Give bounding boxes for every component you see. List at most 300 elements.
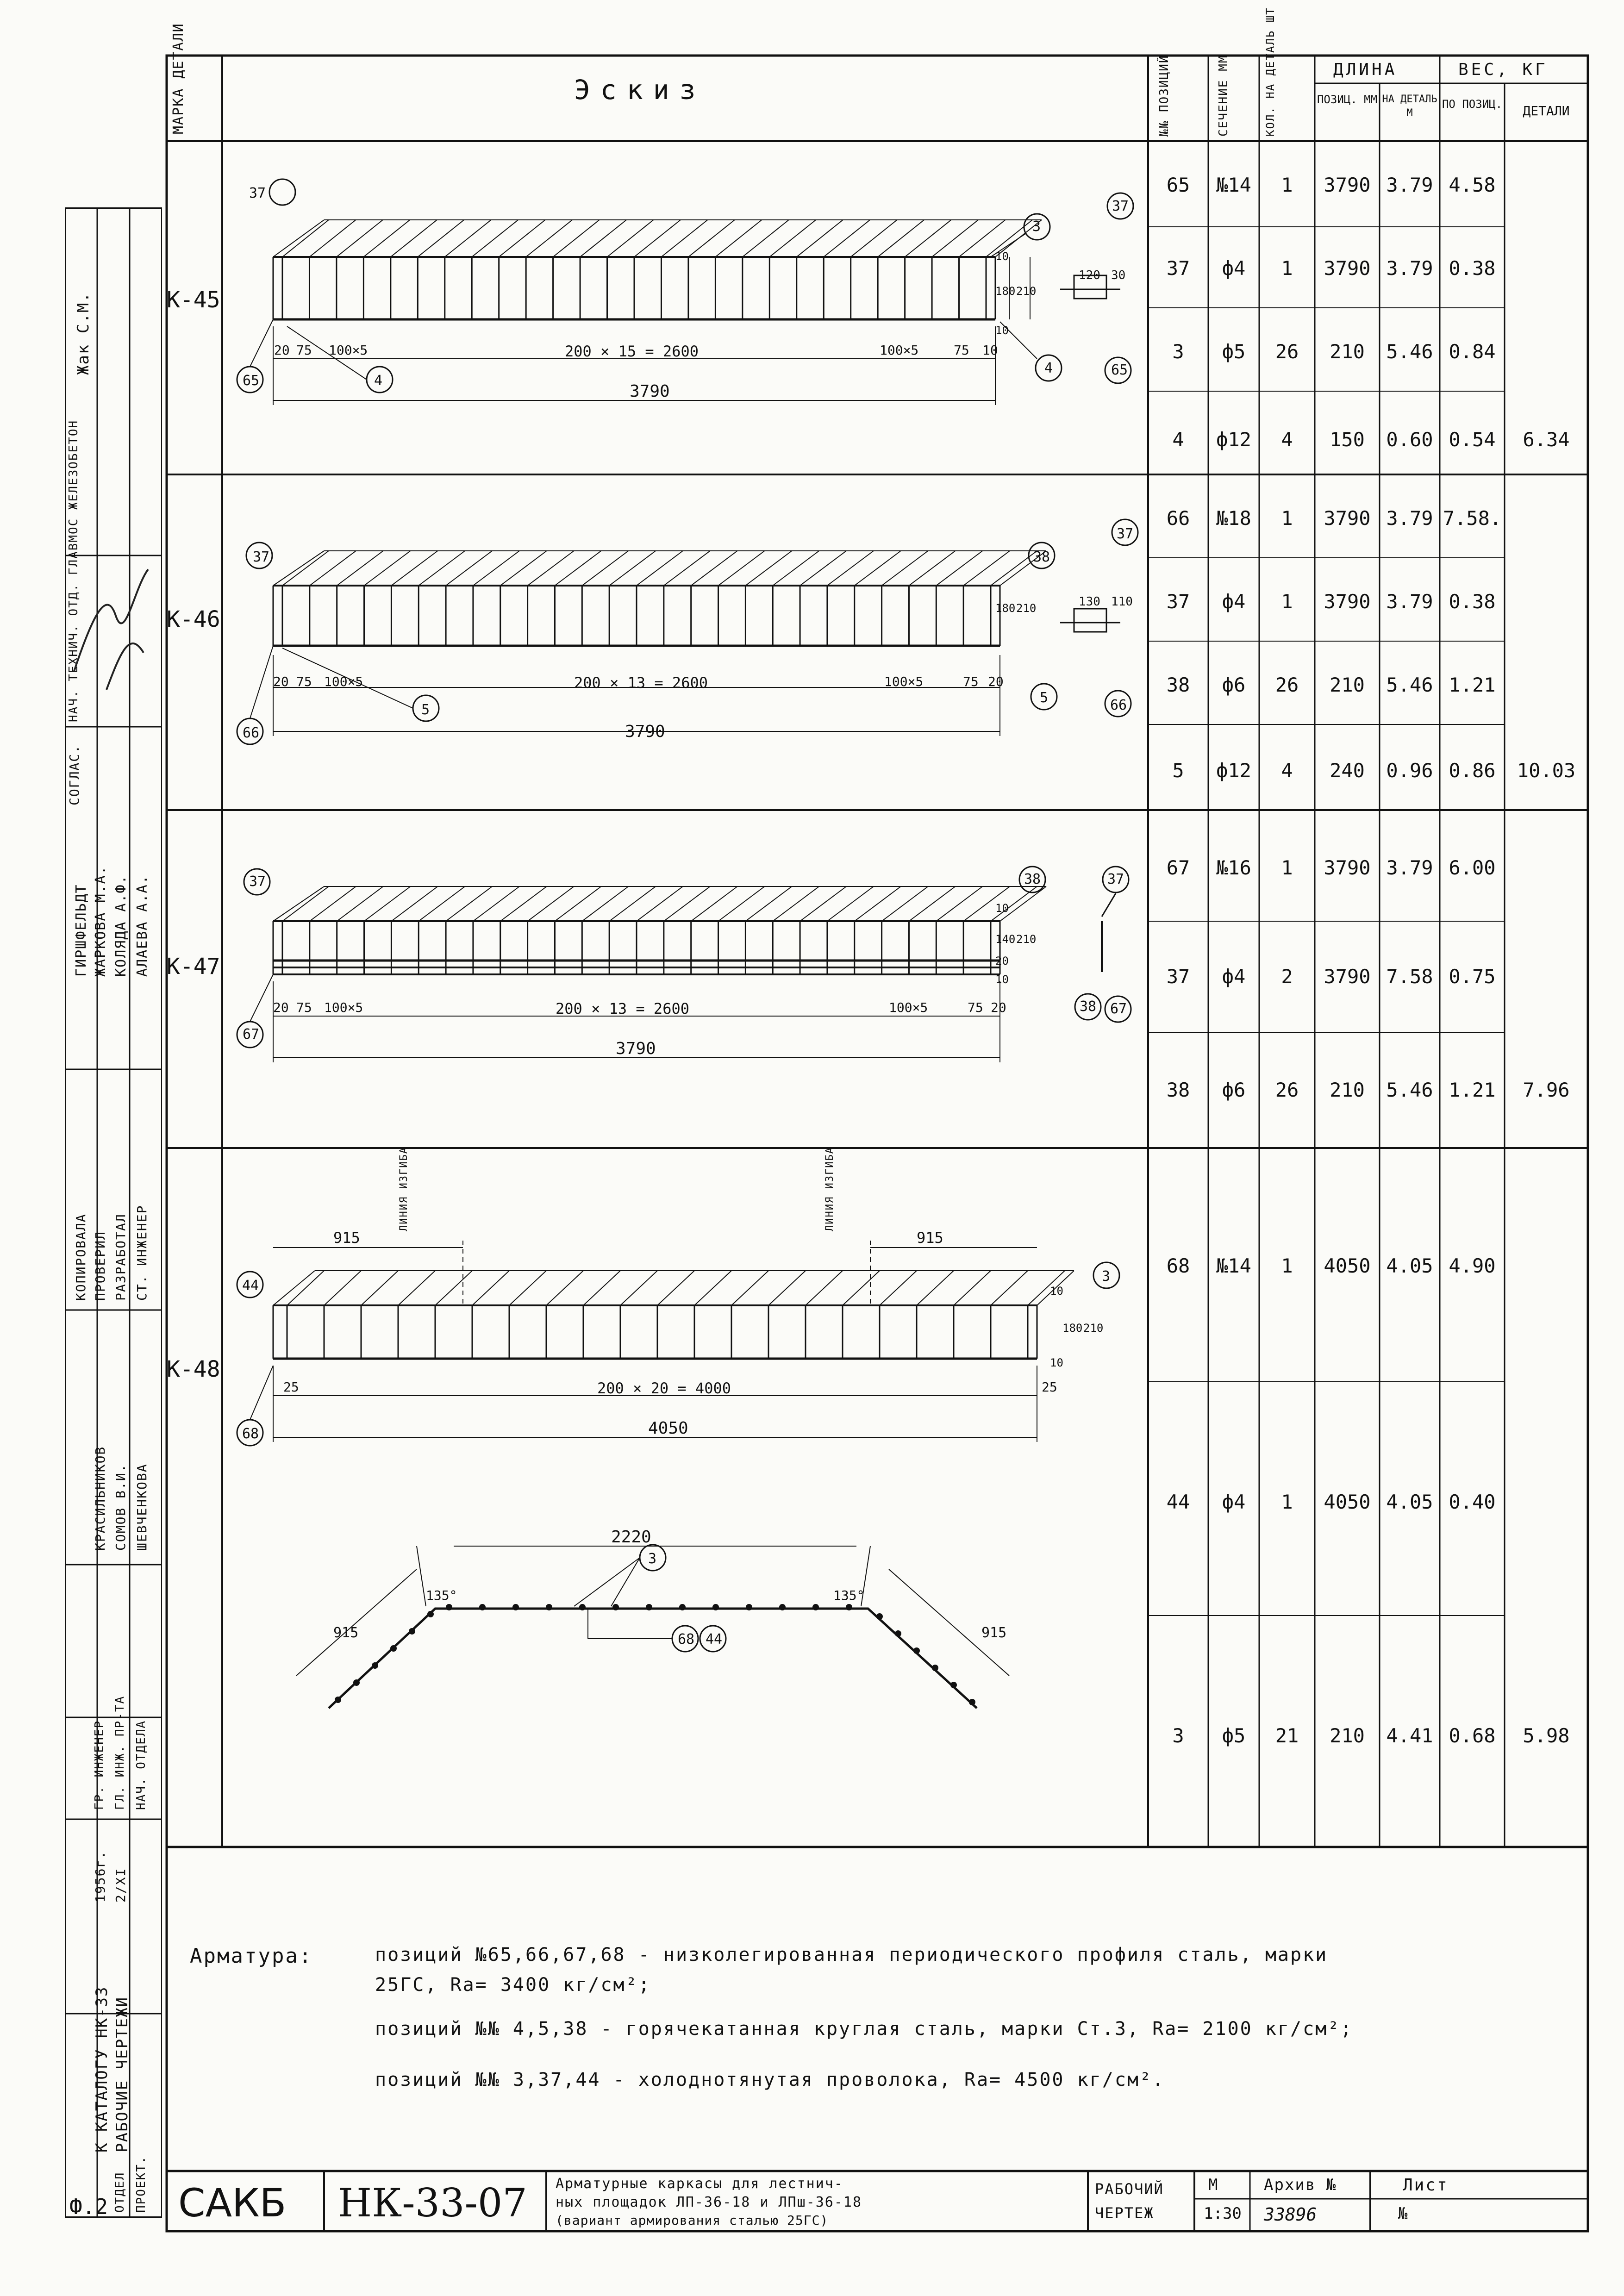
- stirrup-leg: [991, 551, 1037, 586]
- stamp-dept-label: ПРОЕКТ.: [134, 2155, 148, 2213]
- k45-callout-3: 3: [1032, 218, 1041, 235]
- k45-dim-d3: 100×5: [329, 343, 368, 358]
- stirrup-dot: [612, 1604, 619, 1610]
- k48-angle-right: 135°: [833, 1588, 865, 1603]
- k48-qty-1: 1: [1281, 1254, 1293, 1277]
- stamp-pos-group: ГР. ИНЖЕНЕР: [93, 1720, 106, 1810]
- k47-callout-67b: 67: [1110, 1001, 1127, 1017]
- k46-ld-4: 0.96: [1386, 759, 1433, 782]
- k47-dim-h4: 210: [1016, 933, 1037, 946]
- k45-pos-1: 65: [1166, 174, 1190, 196]
- k47-pos-3: 38: [1166, 1079, 1190, 1101]
- k48-dim-d1: 25: [283, 1379, 299, 1395]
- stirrup-dot: [390, 1645, 397, 1652]
- stirrup-leg: [745, 886, 792, 921]
- k46-pos-3: 38: [1166, 674, 1190, 696]
- stirrup-leg: [364, 886, 411, 921]
- stirrup-dot: [679, 1604, 686, 1610]
- k48-dim-bend-r: 915: [917, 1229, 943, 1247]
- k45-callout-4a: 4: [374, 373, 383, 389]
- stirrup-leg: [445, 220, 491, 257]
- sketch-k47: [222, 810, 1148, 1148]
- k47-callout-37b: 37: [1107, 871, 1124, 887]
- k48-lp-1: 4050: [1324, 1254, 1371, 1277]
- k48-dim-s2: 915: [981, 1625, 1007, 1641]
- k45-dim-d4: 100×5: [880, 343, 919, 358]
- stamp-catalog-1: РАБОЧИЕ ЧЕРТЕЖИ: [113, 1996, 131, 2152]
- k47-qty-3: 26: [1275, 1079, 1299, 1101]
- k48-wp-1: 4.90: [1449, 1254, 1496, 1277]
- stamp-pos-head: НАЧ. ОТДЕЛА: [134, 1720, 148, 1810]
- k47-callout-37a: 37: [249, 873, 266, 890]
- k46-sec-1: №18: [1216, 507, 1251, 530]
- k45-pos-4: 4: [1172, 428, 1184, 451]
- stirrup-leg: [718, 886, 765, 921]
- k47-sec-1: №16: [1216, 856, 1251, 879]
- header-length-det: НА ДЕТАЛЬ М: [1382, 94, 1437, 119]
- stamp-name-alaeva: АЛАЕВА А.А.: [134, 874, 150, 977]
- stirrup-leg: [609, 551, 656, 586]
- k45-sec-2: ф4: [1222, 257, 1246, 280]
- k46-callout-66b: 66: [1110, 697, 1127, 713]
- k48-sec-1: №14: [1216, 1254, 1251, 1277]
- stirrup-leg: [637, 886, 683, 921]
- k46-dim-s1: 130: [1079, 595, 1100, 609]
- stirrup-leg: [391, 220, 437, 257]
- k46-total: 10.03: [1517, 759, 1576, 782]
- k48-total: 5.98: [1523, 1724, 1570, 1747]
- header-weight-det: ДЕТАЛИ: [1523, 103, 1570, 119]
- stirrup-leg: [909, 551, 955, 586]
- k48-sec-3: ф5: [1222, 1724, 1246, 1747]
- stirrup-dot: [446, 1604, 452, 1610]
- notes-line-3: позиций №№ 3,37,44 - холоднотянутая проволока, Ra= 4500 кг/см².: [375, 2069, 1165, 2090]
- k48-pos-3: 3: [1172, 1724, 1184, 1747]
- k47-pos-2: 37: [1166, 965, 1190, 988]
- stamp-head-tech: НАЧ. ТЕХНИЧ. ОТД. ГЛАВМОС ЖЕЛЕЗОБЕТОН: [67, 419, 81, 722]
- stirrup-dot: [409, 1628, 415, 1635]
- k46-callout-37b: 37: [1117, 526, 1134, 542]
- tb-title-3: (вариант армирования сталью 25ГС): [556, 2213, 829, 2228]
- k47-ld-1: 3.79: [1386, 856, 1433, 879]
- k46-lp-2: 3790: [1324, 590, 1371, 613]
- k47-ld-2: 7.58: [1386, 965, 1433, 988]
- stirrup-leg: [637, 551, 683, 586]
- stirrup-leg: [473, 551, 519, 586]
- k45-pos-3: 3: [1172, 340, 1184, 363]
- k45-wp-3: 0.84: [1449, 340, 1496, 363]
- k48-lp-2: 4050: [1324, 1491, 1371, 1513]
- stirrup-leg: [715, 220, 762, 257]
- k47-dim-h5: 10: [995, 973, 1009, 986]
- stirrup-leg: [880, 1271, 917, 1305]
- stirrup-leg: [664, 551, 710, 586]
- stirrup-leg: [287, 1271, 324, 1305]
- stirrup-leg: [691, 551, 737, 586]
- k46-qty-4: 4: [1281, 759, 1293, 782]
- stirrup-leg: [843, 1271, 880, 1305]
- k45-lp-1: 3790: [1324, 174, 1371, 196]
- stirrup-leg: [768, 1271, 806, 1305]
- k45-wp-2: 0.38: [1449, 257, 1496, 280]
- stirrup-leg: [337, 220, 383, 257]
- stirrup-leg: [446, 551, 492, 586]
- stamp-catalog-2: К КАТАЛОГУ НК-33: [93, 1986, 111, 2152]
- k45-dim-d5: 75: [954, 343, 969, 358]
- k48-sec-2: ф4: [1222, 1491, 1246, 1513]
- k45-lp-3: 210: [1330, 340, 1365, 363]
- stirrup-leg: [526, 220, 572, 257]
- header-length-pos: ПОЗИЦ. ММ: [1317, 93, 1378, 106]
- stirrup-leg: [391, 886, 437, 921]
- stirrup-leg: [282, 220, 329, 257]
- k48-callout-44a: 44: [242, 1278, 259, 1294]
- k48-callout-3a: 3: [1102, 1268, 1111, 1285]
- k45-sec-4: ф12: [1216, 428, 1251, 451]
- stirrup-leg: [909, 886, 955, 921]
- stirrup-dot: [353, 1679, 360, 1686]
- k45-ld-1: 3.79: [1386, 174, 1433, 196]
- stirrup-leg: [800, 551, 846, 586]
- k48-ld-3: 4.41: [1386, 1724, 1433, 1747]
- k47-dim-d1: 20: [273, 1000, 289, 1015]
- k46-dim-d6: 20: [988, 674, 1004, 689]
- k45-dim-h3: 210: [1016, 285, 1037, 298]
- stirrup-leg: [546, 1271, 583, 1305]
- k46-callout-5b: 5: [1040, 690, 1049, 706]
- sketch-k46: [222, 474, 1148, 810]
- stamp-date-year: 1956г.: [93, 1850, 108, 1903]
- tb-archive-label: Архив №: [1264, 2176, 1337, 2194]
- stirrup-leg: [878, 220, 924, 257]
- k45-dim-d6: 10: [982, 343, 998, 358]
- mark-k46: К-46: [167, 606, 220, 632]
- stirrup-leg: [580, 220, 626, 257]
- tb-code: НК-33-07: [338, 2180, 527, 2226]
- stirrup-dot: [913, 1647, 920, 1654]
- k48-dim-overall: 4050: [648, 1419, 688, 1438]
- stirrup-leg: [806, 1271, 843, 1305]
- k45-sec-1: №14: [1216, 174, 1251, 196]
- stirrup-leg: [855, 551, 901, 586]
- k46-lp-3: 210: [1330, 674, 1365, 696]
- k47-dim-h3: 140: [995, 933, 1016, 946]
- k46-wp-4: 0.86: [1449, 759, 1496, 782]
- k47-lp-3: 210: [1330, 1079, 1365, 1101]
- k46-ld-3: 5.46: [1386, 674, 1433, 696]
- k46-pos-1: 66: [1166, 507, 1190, 530]
- stirrup-leg: [446, 886, 492, 921]
- stirrup-leg: [991, 1271, 1028, 1305]
- k48-bend-line-label-1: ЛИНИЯ ИЗГИБА: [398, 1147, 410, 1231]
- k45-dim-d1: 20: [274, 343, 290, 358]
- stirrup-leg: [797, 220, 843, 257]
- k48-wp-2: 0.40: [1449, 1491, 1496, 1513]
- k48-ld-2: 4.05: [1386, 1491, 1433, 1513]
- stamp-name-zharkova: ЖАРКОВА М.А.: [93, 865, 109, 977]
- stirrup-leg: [391, 551, 437, 586]
- tb-sheet: №: [1398, 2204, 1408, 2223]
- k48-callout-68a: 68: [242, 1426, 259, 1442]
- k47-dim-d6: 20: [991, 1000, 1006, 1015]
- k46-ld-2: 3.79: [1386, 590, 1433, 613]
- header-marka: МАРКА ДЕТАЛИ: [170, 23, 187, 134]
- stirrup-dot: [876, 1613, 883, 1620]
- k45-wp-4: 0.54: [1449, 428, 1496, 451]
- k47-lp-2: 3790: [1324, 965, 1371, 988]
- stirrup-dot: [479, 1604, 486, 1610]
- k46-dim-d1: 20: [273, 674, 289, 689]
- stamp-date-day: 2/XI: [113, 1867, 128, 1903]
- k48-dim-d2: 25: [1042, 1379, 1057, 1395]
- stirrup-leg: [418, 220, 464, 257]
- k45-qty-3: 26: [1275, 340, 1299, 363]
- k45-dim-h4: 10: [995, 324, 1009, 337]
- k48-bend-line-label-2: ЛИНИЯ ИЗГИБА: [824, 1147, 836, 1231]
- stirrup-leg: [664, 886, 710, 921]
- stirrup-dot: [746, 1604, 752, 1610]
- k47-dim-overall: 3790: [616, 1039, 656, 1058]
- k45-total: 6.34: [1523, 428, 1570, 451]
- k46-lp-4: 240: [1330, 759, 1365, 782]
- stirrup-leg: [731, 1271, 768, 1305]
- k46-callout-5a: 5: [421, 702, 430, 718]
- k48-pos-1: 68: [1166, 1254, 1190, 1277]
- k47-total: 7.96: [1523, 1079, 1570, 1101]
- stirrup-leg: [917, 1271, 954, 1305]
- header-sketch: Эскиз: [574, 74, 706, 106]
- k46-dim-h1: 180: [995, 602, 1016, 615]
- k46-sec-2: ф4: [1222, 590, 1246, 613]
- stirrup-leg: [743, 220, 789, 257]
- notes-line-1: позиций №65,66,67,68 - низколегированная периодического профиля сталь, марки: [375, 1944, 1328, 1965]
- sketch-k45: [222, 141, 1148, 474]
- stirrup-leg: [499, 220, 545, 257]
- notes-line-2: позиций №№ 4,5,38 - горячекатанная круглая сталь, марки Ст.3, Ra= 2100 кг/см²;: [375, 2018, 1353, 2040]
- k47-callout-67a: 67: [243, 1026, 260, 1042]
- k48-pos-2: 44: [1166, 1491, 1190, 1513]
- stirrup-leg: [418, 886, 465, 921]
- stamp-role-copied: КОПИРОВАЛА: [73, 1213, 88, 1301]
- k45-dim-overall: 3790: [630, 382, 670, 401]
- stamp-agreed: СОГЛАС.: [67, 744, 82, 805]
- k46-wp-3: 1.21: [1449, 674, 1496, 696]
- stirrup-leg: [435, 1271, 472, 1305]
- k46-sec-4: ф12: [1216, 759, 1251, 782]
- stirrup-leg: [824, 220, 870, 257]
- header-qty: КОЛ. НА ДЕТАЛЬ ШТ: [1264, 7, 1277, 137]
- stirrup-dot: [812, 1604, 819, 1610]
- stirrup-dot: [335, 1697, 341, 1703]
- stamp-role-developed: РАЗРАБОТАЛ: [113, 1213, 128, 1301]
- stirrup-leg: [691, 886, 737, 921]
- k47-qty-1: 1: [1281, 856, 1293, 879]
- stirrup-leg: [472, 1271, 509, 1305]
- tb-type-2: ЧЕРТЕЖ: [1095, 2204, 1154, 2222]
- header-pos-no: №№ ПОЗИЦИЙ: [1157, 55, 1171, 137]
- k48-dim-h2: 180: [1062, 1322, 1083, 1335]
- k46-dim-d4: 100×5: [884, 674, 924, 689]
- stirrup-dot: [779, 1604, 786, 1610]
- stamp-dept: ОТДЕЛ: [113, 2171, 127, 2213]
- tb-type-1: РАБОЧИЙ: [1095, 2180, 1164, 2198]
- header-section: СЕЧЕНИЕ ММ: [1217, 55, 1230, 137]
- k46-dim-s2: 110: [1111, 595, 1133, 609]
- k46-dim-d2: 75: [296, 674, 312, 689]
- k48-dim-h4: 10: [1050, 1356, 1063, 1369]
- k45-dim-d2: 75: [296, 343, 312, 358]
- mark-k45: К-45: [167, 287, 220, 313]
- stirrup-leg: [398, 1271, 435, 1305]
- stirrup-leg: [500, 886, 547, 921]
- k45-callout-65a: 65: [243, 373, 260, 389]
- k48-dim-h1: 10: [1050, 1285, 1063, 1298]
- k46-dim-d5: 75: [963, 674, 979, 689]
- k45-pos-2: 37: [1166, 257, 1190, 280]
- stirrup-leg: [609, 886, 656, 921]
- k48-dim-mid: 200 × 20 = 4000: [597, 1379, 731, 1397]
- stirrup-leg: [555, 886, 601, 921]
- k47-lp-1: 3790: [1324, 856, 1371, 879]
- stirrup-dot: [372, 1662, 378, 1669]
- k45-callout-65b: 65: [1111, 362, 1128, 378]
- k47-pos-1: 67: [1166, 856, 1190, 879]
- k46-dim-d3: 100×5: [324, 674, 363, 689]
- stirrup-leg: [473, 886, 519, 921]
- k47-wp-2: 0.75: [1449, 965, 1496, 988]
- tb-scale: 1:30: [1204, 2204, 1242, 2223]
- stirrup-leg: [954, 1271, 991, 1305]
- k45-qty-2: 1: [1281, 257, 1293, 280]
- stirrup-leg: [607, 220, 654, 257]
- stirrup-leg: [324, 1271, 361, 1305]
- k46-callout-38: 38: [1033, 549, 1050, 565]
- k47-sec-2: ф4: [1222, 965, 1246, 988]
- k46-wp-2: 0.38: [1449, 590, 1496, 613]
- tb-sheet-label: Лист: [1403, 2176, 1449, 2195]
- k47-sec-3: ф6: [1222, 1079, 1246, 1101]
- stirrup-leg: [882, 886, 928, 921]
- tb-org: САКБ: [178, 2180, 287, 2226]
- stirrup-leg: [936, 886, 982, 921]
- k46-callout-37a: 37: [253, 549, 270, 565]
- header-length: ДЛИНА: [1333, 60, 1398, 79]
- stirrup-leg: [936, 551, 982, 586]
- k46-qty-1: 1: [1281, 507, 1293, 530]
- stirrup-leg: [500, 551, 547, 586]
- k48-callout-44b: 44: [706, 1631, 723, 1647]
- stirrup-leg: [337, 886, 383, 921]
- header-weight: ВЕС, КГ: [1458, 60, 1548, 79]
- k45-lp-4: 150: [1330, 428, 1365, 451]
- k47-dim-d2: 75: [296, 1000, 312, 1015]
- k46-wp-1: 7.58.: [1443, 507, 1502, 530]
- k48-qty-2: 1: [1281, 1491, 1293, 1513]
- notes-line-1b: 25ГС, Ra= 3400 кг/см²;: [375, 1974, 651, 1996]
- k45-dim-s2: 30: [1111, 268, 1126, 282]
- k48-ld-1: 4.05: [1386, 1254, 1433, 1277]
- stamp-name-kolyada: КОЛЯДА А.Ф.: [113, 874, 129, 977]
- mark-k48: К-48: [167, 1356, 220, 1382]
- stirrup-dot: [427, 1611, 434, 1617]
- header-weight-pos: ПО ПОЗИЦ.: [1442, 98, 1503, 111]
- k47-wp-3: 1.21: [1449, 1079, 1496, 1101]
- k45-wp-1: 4.58: [1449, 174, 1496, 196]
- k47-dim-d5: 75: [968, 1000, 983, 1015]
- stirrup-leg: [509, 1271, 546, 1305]
- stirrup-leg: [827, 551, 874, 586]
- k48-callout-3b: 3: [648, 1551, 657, 1567]
- k45-sec-3: ф5: [1222, 340, 1246, 363]
- k47-dim-mid: 200 × 13 = 2600: [556, 1000, 689, 1017]
- stirrup-leg: [364, 551, 411, 586]
- stirrup-leg: [851, 220, 897, 257]
- tb-title-2: ных площадок ЛП-36-18 и ЛПш-36-18: [556, 2194, 862, 2210]
- k45-callout-37a: 37: [249, 185, 266, 201]
- k48-callout-68b: 68: [678, 1631, 695, 1647]
- stirrup-dot: [950, 1682, 957, 1688]
- stirrup-dot: [712, 1604, 719, 1610]
- k48-lp-3: 210: [1330, 1724, 1365, 1747]
- stirrup-leg: [634, 220, 681, 257]
- k48-qty-3: 21: [1275, 1724, 1299, 1747]
- k47-callout-38b: 38: [1080, 998, 1097, 1015]
- k48-dim-bend-l: 915: [333, 1229, 360, 1247]
- stamp-name-somov: СОМОВ В.И.: [113, 1463, 128, 1551]
- tb-archive: 33896: [1264, 2204, 1317, 2225]
- stirrup-dot: [895, 1630, 901, 1637]
- k46-ld-1: 3.79: [1386, 507, 1433, 530]
- stirrup-leg: [363, 220, 410, 257]
- k45-qty-1: 1: [1281, 174, 1293, 196]
- stirrup-leg: [718, 551, 765, 586]
- k45-dim-h1: 10: [995, 250, 1009, 263]
- k45-lp-2: 3790: [1324, 257, 1371, 280]
- k47-dim-h2: 20: [995, 955, 1009, 967]
- stirrup-leg: [694, 1271, 731, 1305]
- stirrup-leg: [855, 886, 901, 921]
- k46-dim-mid: 200 × 13 = 2600: [574, 674, 708, 692]
- stamp-role-senior: СТ. ИНЖЕНЕР: [134, 1204, 150, 1301]
- stirrup-leg: [555, 551, 601, 586]
- stirrup-leg: [553, 220, 600, 257]
- k46-pos-4: 5: [1172, 759, 1184, 782]
- stirrup-leg: [620, 1271, 657, 1305]
- k47-qty-2: 2: [1281, 965, 1293, 988]
- stirrup-leg: [582, 886, 628, 921]
- k45-dim-h2: 180: [995, 285, 1016, 298]
- stirrup-leg: [282, 551, 329, 586]
- k47-dim-d4: 100×5: [889, 1000, 928, 1015]
- k46-dim-h2: 210: [1016, 602, 1037, 615]
- stirrup-leg: [661, 220, 707, 257]
- k46-sec-3: ф6: [1222, 674, 1246, 696]
- k45-dim-mid: 200 × 15 = 2600: [565, 343, 699, 360]
- k48-dim-h3: 210: [1083, 1322, 1104, 1335]
- stirrup-leg: [827, 886, 874, 921]
- k45-qty-4: 4: [1281, 428, 1293, 451]
- k47-dim-h1: 10: [995, 902, 1009, 915]
- stirrup-leg: [963, 551, 1010, 586]
- k45-callout-37b: 37: [1112, 198, 1129, 214]
- stirrup-leg: [745, 551, 792, 586]
- stirrup-leg: [528, 551, 574, 586]
- stamp-approver: Жак С.М.: [74, 292, 93, 375]
- stirrup-leg: [361, 1271, 398, 1305]
- k46-dim-overall: 3790: [625, 722, 665, 741]
- stirrup-leg: [418, 551, 465, 586]
- stirrup-dot: [646, 1604, 652, 1610]
